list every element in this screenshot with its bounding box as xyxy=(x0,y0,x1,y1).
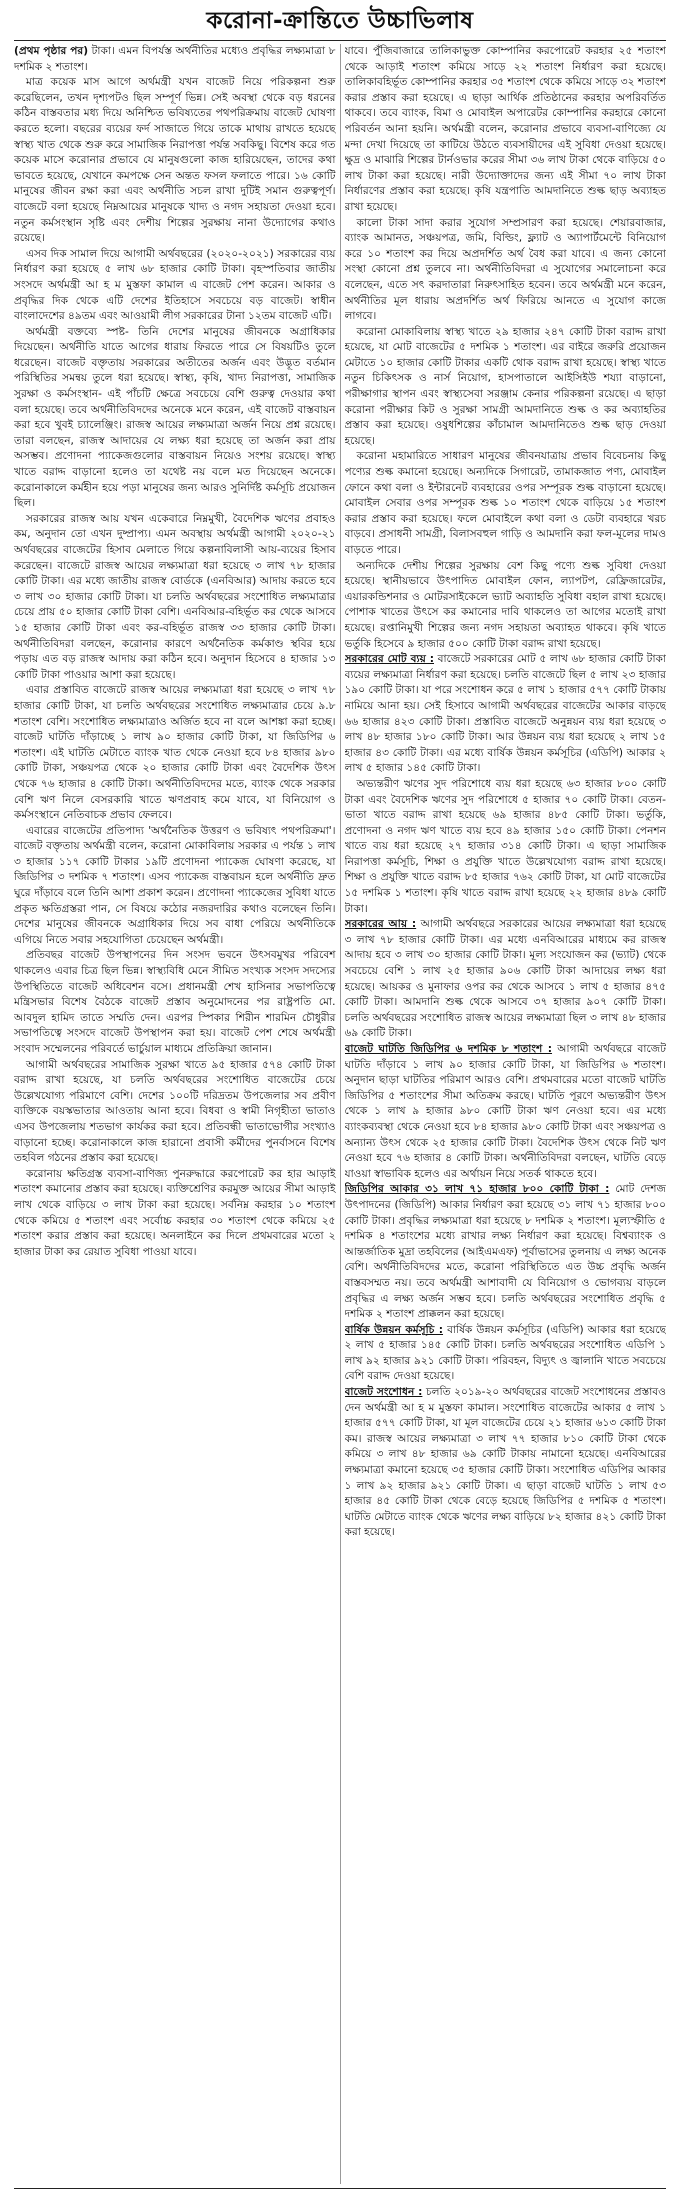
paragraph: এবার প্রস্তাবিত বাজেটে রাজস্ব আয়ের লক্ষ্যমাত্রা ধরা হয়েছে ৩ লাখ ৭৮ হাজার কোটি টাকা, যা চলতি অর্থবছরের সংশোধিত লক্ষ্যমাত্রার চেয়ে ৯.৮ শতাংশ বেশি। সংশোধিত লক্ষ্যমাত্রাও অর্জিত হবে না বলে আশঙ্কা করা হচ্ছে। বাজেট ঘাটতি দাঁড়াচ্ছে ১ লাখ ৯০ হাজার কোটি টাকা, যা জিডিপির ৬ শতাংশ। এই ঘাটতি মেটাতে ব্যাংক খাত থেকে নেওয়া হবে ৮৪ হাজার ৯৮০ কোটি টাকা, সঞ্চয়পত্র থেকে ২০ হাজার কোটি টাকা এবং বৈদেশিক উৎস থেকে ৭৬ হাজার ৪ কোটি টাকা। অর্থনীতিবিদদের মতে, ব্যাংক থেকে সরকার বেশি ঋণ নিলে বেসরকারি খাতে ঋণপ্রবাহ কমে যাবে, যা বিনিয়োগ ও কর্মসংস্থানে নেতিবাচক প্রভাব ফেলবে। xyxy=(14,684,336,822)
paragraph: অভ্যন্তরীণ ঋণের সুদ পরিশোধে ব্যয় ধরা হয়েছে ৬৩ হাজার ৮০০ কোটি টাকা এবং বৈদেশিক ঋণের সুদ পরিশোধে ৫ হাজার ৭০ কোটি টাকা। বেতন-ভাতা খাতে বরাদ্দ রাখা হয়েছে ৬৯ হাজার ৪৮৫ কোটি টাকা। ভর্তুকি, প্রণোদনা ও নগদ ঋণ খাতে ব্যয় হবে ৪৯ হাজার ১৫০ কোটি টাকা। পেনশন খাতে ব্যয় ধরা হয়েছে ২৭ হাজার ৩১৪ কোটি টাকা। এ ছাড়া সামাজিক নিরাপত্তা কর্মসূচি, শিক্ষা ও প্রযুক্তি খাতে উল্লেখযোগ্য বরাদ্দ রাখা হয়েছে। শিক্ষা ও প্রযুক্তি খাতে বরাদ্দ ৮৫ হাজার ৭৬২ কোটি টাকা, যা মোট বাজেটের ১৫ দশমিক ১ শতাংশ। কৃষি খাতে বরাদ্দ রাখা হয়েছে ২২ হাজার ৪৮৯ কোটি টাকা। xyxy=(344,777,666,915)
paragraph-text: মোট দেশজ উৎপাদনের (জিডিপি) আকার নির্ধারণ করা হয়েছে ৩১ লাখ ৭১ হাজার ৮০০ কোটি টাকা। প্রবৃদ্ধির লক্ষ্যমাত্রা ধরা হয়েছে ৮ দশমিক ২ শতাংশ। মূল্যস্ফীতি ৫ দশমিক ৪ শতাংশের মধ্যে রাখার লক্ষ্য নির্ধারণ করা হয়েছে। বিশ্বব্যাংক ও আন্তর্জাতিক মুদ্রা তহবিলের (আইএমএফ) পূর্বাভাসের তুলনায় এ লক্ষ্য অনেক বেশি। অর্থনীতিবিদদের মতে, করোনা পরিস্থিতিতে এত উচ্চ প্রবৃদ্ধি অর্জন বাস্তবসম্মত নয়। তবে অর্থমন্ত্রী আশাবাদী যে বিনিয়োগ ও ভোগব্যয় বাড়লে প্রবৃদ্ধির এ লক্ষ্য অর্জন সম্ভব হবে। চলতি অর্থবছরের সংশোধিত প্রবৃদ্ধি ৫ দশমিক ২ শতাংশ প্রাক্কলন করা হয়েছে। xyxy=(344,1183,666,1321)
paragraph: কালো টাকা সাদা করার সুযোগ সম্প্রসারণ করা হয়েছে। শেয়ারবাজার, ব্যাংক আমানত, সঞ্চয়পত্র, জমি, বিল্ডিং, ফ্ল্যাট ও অ্যাপার্টমেন্টে বিনিয়োগ করে ১০ শতাংশ কর দিয়ে অপ্রদর্শিত অর্থ বৈধ করা যাবে। এ জন্য কোনো সংস্থা কোনো প্রশ্ন তুলবে না। অর্থনীতিবিদরা এ সুযোগের সমালোচনা করে বলেছেন, এতে সৎ করদাতারা নিরুৎসাহিত হবেন। তবে অর্থমন্ত্রী মনে করেন, অর্থনীতির মূল ধারায় অপ্রদর্শিত অর্থ ফিরিয়ে আনতে এ সুযোগ কাজে লাগবে। xyxy=(344,216,666,323)
paragraph xyxy=(345,1323,667,1385)
paragraph: অর্থমন্ত্রী বক্তব্যে স্পষ্ট- তিনি দেশের মানুষের জীবনকে অগ্রাধিকার দিয়েছেন। অর্থনীতি যাতে আগের ধারায় ফিরতে পারে সে বিষয়টিও তুলে ধরেছেন। বাজেট বক্তৃতায় সরকারের অতীতের অর্জন এবং উদ্ভূত বর্তমান পরিস্থিতির সমন্বয় তুলে ধরা হয়েছে। স্বাস্থ্য, কৃষি, খাদ্য নিরাপত্তা, সামাজিক সুরক্ষা ও কর্মসংস্থান- এই পাঁচটি ক্ষেত্রে সবচেয়ে বেশি গুরুত্ব দেওয়ার কথা বলা হয়েছে। তবে অর্থনীতিবিদদের অনেকে মনে করেন, এই বাজেট বাস্তবায়ন করা হবে খুবই চ্যালেঞ্জিং। রাজস্ব আয়ের লক্ষ্যমাত্রা অর্জন নিয়ে প্রশ্ন রয়েছে। তারা বলছেন, রাজস্ব আদায়ের যে লক্ষ্য ধরা হয়েছে তা অর্জন করা প্রায় অসম্ভব। প্রণোদনা প্যাকেজগুলোর বাস্তবায়ন নিয়েও সংশয় রয়েছে। স্বাস্থ্য খাতে বরাদ্দ বাড়ানো হলেও তা যথেষ্ট নয় বলে মত দিয়েছেন অনেকে। করোনাকালে কর্মহীন হয়ে পড়া মানুষের জন্য আরও সুনির্দিষ্ট কর্মসূচি প্রয়োজন ছিল। xyxy=(14,325,336,510)
paragraph-text: আগামী অর্থবছরে বাজেট ঘাটতি দাঁড়াবে ১ লাখ ৯০ হাজার কোটি টাকা, যা জিডিপির ৬ শতাংশ। অনুদান ছাড়া ঘাটতির পরিমাণ আরও বেশি। প্রথমবারের মতো বাজেট ঘাটতি জিডিপির ৫ শতাংশের সীমা অতিক্রম করছে। ঘাটতি পূরণে অভ্যন্তরীণ উৎস থেকে ১ লাখ ৯ হাজার ৯৮০ কোটি টাকা ঋণ নেওয়া হবে। এর মধ্যে ব্যাংকব্যবস্থা থেকে নেওয়া হবে ৮৪ হাজার ৯৮০ কোটি টাকা এবং সঞ্চয়পত্র ও অন্যান্য উৎস থেকে ২৫ হাজার কোটি টাকা। বৈদেশিক উৎস থেকে নিট ঋণ নেওয়া হবে ৭৬ হাজার ৪ কোটি টাকা। অর্থনীতিবিদরা বলছেন, ঘাটতি বেড়ে যাওয়া স্বাভাবিক হলেও এর অর্থায়ন নিয়ে সতর্ক থাকতে হবে। xyxy=(344,1043,666,1180)
paragraph: করোনায় ক্ষতিগ্রস্ত ব্যবসা-বাণিজ্য পুনরুদ্ধারে করপোরেট কর হার আড়াই শতাংশ কমানোর প্রস্তাব করা হয়েছে। ব্যক্তিশ্রেণির করমুক্ত আয়ের সীমা আড়াই লাখ থেকে বাড়িয়ে ৩ লাখ টাকা করা হয়েছে। সর্বনিম্ন করহার ১০ শতাংশ থেকে কমিয়ে ৫ শতাংশ এবং সর্বোচ্চ করহার ৩০ শতাংশ থেকে কমিয়ে ২৫ শতাংশ করার প্রস্তাব করা হয়েছে। অনলাইনে কর দিলে প্রথমবারের মতো ২ হাজার টাকা কর রেয়াত সুবিধা পাওয়া যাবে। xyxy=(14,1167,336,1258)
paragraph: অন্যদিকে দেশীয় শিল্পের সুরক্ষায় বেশ কিছু পণ্যে শুল্ক সুবিধা দেওয়া হয়েছে। স্থানীয়ভাবে উৎপাদিত মোবাইল ফোন, ল্যাপটপ, রেফ্রিজারেটর, এয়ারকন্ডিশনার ও মোটরসাইকেলে ভ্যাট অব্যাহতি সুবিধা বহাল রাখা হয়েছে। পোশাক খাতের উৎসে কর কমানোর দাবি থাকলেও তা আগের মতোই রাখা হয়েছে। রপ্তানিমুখী শিল্পের জন্য নগদ সহায়তা অব্যাহত থাকবে। কৃষি খাতে ভর্তুকি হিসেবে ৯ হাজার ৫০০ কোটি টাকা বরাদ্দ রাখা হয়েছে। xyxy=(344,559,666,650)
paragraph xyxy=(14,44,336,75)
section-subhead: বাজেট ঘাটতি জিডিপির ৬ দশমিক ৮ শতাংশ : xyxy=(344,1043,553,1055)
right-column xyxy=(345,44,667,2184)
paragraph xyxy=(345,917,667,1042)
article-columns xyxy=(14,44,666,2184)
left-column xyxy=(14,44,336,2184)
paragraph: এবারের বাজেটের প্রতিপাদ্য 'অর্থনৈতিক উত্তরণ ও ভবিষ্যৎ পথপরিক্রমা'। বাজেট বক্তৃতায় অর্থমন্ত্রী বলেন, করোনা মোকাবিলায় সরকার এ পর্যন্ত ১ লাখ ৩ হাজার ১১৭ কোটি টাকার ১৯টি প্রণোদনা প্যাকেজ ঘোষণা করেছে, যা জিডিপির ৩ দশমিক ৭ শতাংশ। এসব প্যাকেজ বাস্তবায়ন হলে অর্থনীতি দ্রুত ঘুরে দাঁড়াবে বলে তিনি আশা প্রকাশ করেন। প্রণোদনা প্যাকেজের সুবিধা যাতে প্রকৃত ক্ষতিগ্রস্তরা পান, সে বিষয়ে কঠোর নজরদারির কথাও বলেছেন তিনি। দেশের মানুষের জীবনকে অগ্রাধিকার দিয়ে সব বাধা পেরিয়ে অর্থনীতিকে এগিয়ে নিতে সবার সহযোগিতা চেয়েছেন অর্থমন্ত্রী। xyxy=(14,824,336,946)
paragraph-text: বার্ষিক উন্নয়ন কর্মসূচির (এডিপি) আকার ধরা হয়েছে ২ লাখ ৫ হাজার ১৪৫ কোটি টাকা। চলতি অর্থবছরের সংশোধিত এডিপি ১ লাখ ৯২ হাজার ৯২১ কোটি টাকা। পরিবহন, বিদ্যুৎ ও জ্বালানি খাতে সবচেয়ে বেশি বরাদ্দ দেওয়া হয়েছে। xyxy=(344,1323,666,1383)
paragraph xyxy=(345,1385,667,1541)
paragraph: সরকারের রাজস্ব আয় যখন একেবারে নিম্নমুখী, বৈদেশিক ঋণের প্রবাহও কম, অনুদান তো এখন দুষ্প্রাপ্য। এমন অবস্থায় অর্থমন্ত্রী আগামী ২০২০-২১ অর্থবছরের বাজেটের হিসাব মেলাতে গিয়ে কল্পনাবিলাসী আয়-ব্যয়ের হিসাব করেছেন। বাজেটে রাজস্ব আয়ের লক্ষ্যমাত্রা ধরা হয়েছে ৩ লাখ ৭৮ হাজার কোটি টাকা। এর মধ্যে জাতীয় রাজস্ব বোর্ডকে (এনবিআর) আদায় করতে হবে ৩ লাখ ৩০ হাজার কোটি টাকা। যা চলতি অর্থবছরের সংশোধিত লক্ষ্যমাত্রার চেয়ে প্রায় ৫০ হাজার কোটি টাকা বেশি। এনবিআর-বহির্ভূত কর থেকে আসবে ১৫ হাজার কোটি টাকা এবং কর-বহির্ভূত রাজস্ব ৩৩ হাজার কোটি টাকা। অর্থনীতিবিদরা বলছেন, করোনার কারণে অর্থনৈতিক কর্মকাণ্ড স্থবির হয়ে পড়ায় এত বড় রাজস্ব আদায় করা কঠিন হবে। অনুদান হিসেবে ৪ হাজার ১৩ কোটি টাকা পাওয়ার আশা করা হয়েছে। xyxy=(14,512,336,681)
section-subhead: বাজেট সংশোধন : xyxy=(344,1386,423,1399)
section-subhead: জিডিপির আকার ৩১ লাখ ৭১ হাজার ৮০০ কোটি টাকা : xyxy=(344,1183,610,1196)
paragraph xyxy=(345,652,667,777)
paragraph: যাবে। পুঁজিবাজারে তালিকাভুক্ত কোম্পানির করপোরেট করহার ২৫ শতাংশ থেকে আড়াই শতাংশ কমিয়ে সাড়ে ২২ শতাংশ নির্ধারণ করা হয়েছে। তালিকাবহির্ভূত কোম্পানির করহার ৩৫ শতাংশ থেকে কমিয়ে সাড়ে ৩২ শতাংশ করার প্রস্তাব করা হয়েছে। এ ছাড়া আর্থিক প্রতিষ্ঠানের করহার অপরিবর্তিত থাকবে। তবে ব্যাংক, বিমা ও মোবাইল অপারেটর কোম্পানির করহারে কোনো পরিবর্তন আনা হয়নি। অর্থমন্ত্রী বলেন, করোনার প্রভাবে ব্যবসা-বাণিজ্যে যে মন্দা দেখা দিয়েছে তা কাটিয়ে উঠতে ব্যবসায়ীদের এই সুবিধা দেওয়া হয়েছে। ক্ষুদ্র ও মাঝারি শিল্পের টার্নওভার করের সীমা ৩৬ লাখ টাকা থেকে বাড়িয়ে ৫০ লাখ টাকা করা হয়েছে। নারী উদ্যোক্তাদের জন্য এই সীমা ৭০ লাখ টাকা নির্ধারণের প্রস্তাব করা হয়েছে। কৃষি যন্ত্রপাতি আমদানিতে শুল্ক ছাড় অব্যাহত রাখা হয়েছে। xyxy=(344,45,666,213)
paragraph: করোনা মোকাবিলায় স্বাস্থ্য খাতে ২৯ হাজার ২৪৭ কোটি টাকা বরাদ্দ রাখা হয়েছে, যা মোট বাজেটের ৫ দশমিক ১ শতাংশ। এর বাইরে জরুরি প্রয়োজন মেটাতে ১০ হাজার কোটি টাকার একটি থোক বরাদ্দ রাখা হয়েছে। স্বাস্থ্য খাতে নতুন চিকিৎসক ও নার্স নিয়োগ, হাসপাতালে আইসিইউ শয্যা বাড়ানো, পরীক্ষাগার স্থাপন এবং স্বাস্থ্যসেবা সরঞ্জাম কেনার পরিকল্পনা রয়েছে। এ ছাড়া করোনা পরীক্ষার কিট ও সুরক্ষা সামগ্রী আমদানিতে শুল্ক ও কর অব্যাহতির প্রস্তাব করা হয়েছে। ওষুধশিল্পের কাঁচামাল আমদানিতেও শুল্ক ছাড় দেওয়া হয়েছে। xyxy=(344,325,666,447)
continuation-kicker: (প্রথম পৃষ্ঠার পর) xyxy=(14,45,89,57)
section-subhead: সরকারের আয় : xyxy=(344,918,417,931)
paragraph: করোনা মহামারিতে সাধারণ মানুষের জীবনযাত্রায় প্রভাব বিবেচনায় কিছু পণ্যের শুল্ক কমানো হয়েছে। অন্যদিকে সিগারেট, তামাকজাত পণ্য, মোবাইল ফোনে কথা বলা ও ইন্টারনেট ব্যবহারের ওপর সম্পূরক শুল্ক বাড়ানো হয়েছে। মোবাইল সেবার ওপর সম্পূরক শুল্ক ১০ শতাংশ থেকে বাড়িয়ে ১৫ শতাংশ করার প্রস্তাব করা হয়েছে। ফলে মোবাইলে কথা বলা ও ডেটা ব্যবহারে খরচ বাড়বে। প্রসাধনী সামগ্রী, বিলাসবহুল গাড়ি ও আমদানি করা ফল-মূলের দামও বাড়তে পারে। xyxy=(344,450,666,556)
paragraph-text: আগামী অর্থবছরে সরকারের আয়ের লক্ষ্যমাত্রা ধরা হয়েছে ৩ লাখ ৭৮ হাজার কোটি টাকা। এর মধ্যে এনবিআরের মাধ্যমে কর রাজস্ব আদায় হবে ৩ লাখ ৩০ হাজার কোটি টাকা। মূল্য সংযোজন কর (ভ্যাট) থেকে সবচেয়ে বেশি ১ লাখ ২৫ হাজার ৯০৬ কোটি টাকা আদায়ের লক্ষ্য ধরা হয়েছে। আয়কর ও মুনাফার ওপর কর থেকে আসবে ১ লাখ ৫ হাজার ৪৭৫ কোটি টাকা। আমদানি শুল্ক থেকে আসবে ৩৭ হাজার ৯০৭ কোটি টাকা। চলতি অর্থবছরের সংশোধিত রাজস্ব আয়ের লক্ষ্যমাত্রা ছিল ৩ লাখ ৪৮ হাজার ৬৯ কোটি টাকা। xyxy=(344,918,666,1040)
paragraph xyxy=(345,1042,667,1182)
paragraph: মাত্র কয়েক মাস আগে অর্থমন্ত্রী যখন বাজেট নিয়ে পরিকল্পনা শুরু করেছিলেন, তখন দৃশ্যপটও ছিল সম্পূর্ণ ভিন্ন। সেই অবস্থা থেকে বড় ধরনের কঠিন বাস্তবতার মধ্য দিয়ে অনিশ্চিত ভবিষ্যতের পথপরিক্রমায় বাজেট ঘোষণা করতে হলো। বছরের ব্যয়ের ফর্দ সাজাতে গিয়ে তাকে মাথায় রাখতে হয়েছে স্বাস্থ্য খাত থেকে শুরু করে সামাজিক নিরাপত্তা পর্যন্ত সবকিছু। বিশেষ করে গত কয়েক মাসে করোনার প্রভাবে যে মানুষগুলো কাজ হারিয়েছেন, তাদের কথা ভাবতে হয়েছে, যেখানে কমপক্ষে সেন অন্তত ফসল ফলাতে পারে। ১৬ কোটি মানুষের জীবন রক্ষা করা এবং অর্থনীতি সচল রাখা দুটিই সমান গুরুত্বপূর্ণ। বাজেটে বলা হয়েছে নিম্নআয়ের মানুষকে খাদ্য ও নগদ সহায়তা দেওয়া হবে। নতুন কর্মসংস্থান সৃষ্টি এবং দেশীয় শিল্পের সুরক্ষায় নানা উদ্যোগের কথাও রয়েছে। xyxy=(14,76,336,245)
column-divider xyxy=(340,44,341,2184)
paragraph: প্রতিবছর বাজেট উপস্থাপনের দিন সংসদ ভবনে উৎসবমুখর পরিবেশ থাকলেও এবার চিত্র ছিল ভিন্ন। স্বাস্থ্যবিধি মেনে সীমিত সংখ্যক সংসদ সদস্যের উপস্থিতিতে বাজেট অধিবেশন বসে। প্রধানমন্ত্রী শেখ হাসিনার সভাপতিত্বে মন্ত্রিসভার বিশেষ বৈঠকে বাজেট প্রস্তাব অনুমোদনের পর রাষ্ট্রপতি মো. আবদুল হামিদ তাতে সম্মতি দেন। এরপর স্পিকার শিরীন শারমিন চৌধুরীর সভাপতিত্বে সংসদে বাজেট উপস্থাপন করা হয়। বাজেট পেশ শেষে অর্থমন্ত্রী সংবাদ সম্মেলনের পরিবর্তে ভার্চুয়াল মাধ্যমে প্রতিক্রিয়া জানান। xyxy=(14,949,336,1055)
paragraph xyxy=(345,1182,667,1322)
section-subhead: বার্ষিক উন্নয়ন কর্মসূচি : xyxy=(344,1323,444,1336)
page-headline: করোনা-ক্রান্তিতে উচ্চাভিলাষ xyxy=(206,8,474,34)
paragraph-text: টাকা। এমন বিপর্যস্ত অর্থনীতির মধ্যেও প্রবৃদ্ধির লক্ষ্যমাত্রা ৮ দশমিক ২ শতাংশ। xyxy=(14,45,336,73)
headline-rule xyxy=(14,40,666,41)
paragraph: এসব দিক সামাল দিয়ে আগামী অর্থবছরের (২০২০-২০২১) সরকারের ব্যয় নির্ধারণ করা হয়েছে ৫ লাখ ৬৮ হাজার কোটি টাকা। বৃহস্পতিবার জাতীয় সংসদে অর্থমন্ত্রী আ হ ম মুস্তফা কামাল এ বাজেট পেশ করেন। আকার ও প্রবৃদ্ধির দিক থেকে এটি দেশের ইতিহাসে সবচেয়ে বড় বাজেট। স্বাধীন বাংলাদেশের ৪৯তম এবং আওয়ামী লীগ সরকারের টানা ১২তম বাজেট এটি। xyxy=(14,247,336,323)
paragraph: আগামী অর্থবছরের সামাজিক সুরক্ষা খাতে ৯৫ হাজার ৫৭৪ কোটি টাকা বরাদ্দ রাখা হয়েছে, যা চলতি অর্থবছরের সংশোধিত বাজেটের চেয়ে উল্লেখযোগ্য পরিমাণে বেশি। দেশের ১০০টি দরিদ্রতম উপজেলার সব প্রবীণ ব্যক্তিকে বয়স্কভাতার আওতায় আনা হবে। বিধবা ও স্বামী নিগৃহীতা ভাতাও এসব উপজেলায় শতভাগ কার্যকর করা হবে। প্রতিবন্ধী ভাতাভোগীর সংখ্যাও বাড়ানো হচ্ছে। করোনাকালে কাজ হারানো প্রবাসী কর্মীদের পুনর্বাসনে বিশেষ তহবিল গঠনের প্রস্তাব করা হয়েছে। xyxy=(14,1058,336,1165)
paragraph-text: চলতি ২০১৯-২০ অর্থবছরের বাজেট সংশোধনের প্রস্তাবও দেন অর্থমন্ত্রী আ হ ম মুস্তফা কামাল। সংশোধিত বাজেটের আকার ৫ লাখ ১ হাজার ৫৭৭ কোটি টাকা, যা মূল বাজেটের চেয়ে ২১ হাজার ৬১৩ কোটি টাকা কম। রাজস্ব আয়ের লক্ষ্যমাত্রা ৩ লাখ ৭৭ হাজার ৮১০ কোটি টাকা থেকে কমিয়ে ৩ লাখ ৪৮ হাজার ৬৯ কোটি টাকায় নামানো হয়েছে। এনবিআরের লক্ষ্যমাত্রা কমানো হয়েছে ৩৫ হাজার কোটি টাকা। সংশোধিত এডিপির আকার ১ লাখ ৯২ হাজার ৯২১ কোটি টাকা। এ ছাড়া বাজেট ঘাটতি ১ লাখ ৫৩ হাজার ৪৫ কোটি টাকা থেকে বেড়ে হয়েছে জিডিপির ৫ দশমিক ৫ শতাংশ। ঘাটতি মেটাতে ব্যাংক থেকে ঋণের লক্ষ্য বাড়িয়ে ৮২ হাজার ৪২১ কোটি টাকা করা হয়েছে। xyxy=(344,1386,666,1539)
paragraph-text: বাজেটে সরকারের মোট ৫ লাখ ৬৮ হাজার কোটি টাকা ব্যয়ের লক্ষ্যমাত্রা নির্ধারণ করা হয়েছে। চলতি বাজেটে ছিল ৫ লাখ ২৩ হাজার ১৯০ কোটি টাকা। যা পরে সংশোধন করে ৫ লাখ ১ হাজার ৫৭৭ কোটি টাকায় নামিয়ে আনা হয়। সেই হিসাবে আগামী অর্থবছরের বাজেটের আকার বাড়ছে ৬৬ হাজার ৪২৩ কোটি টাকা। প্রস্তাবিত বাজেটে অনুন্নয়ন ব্যয় ধরা হয়েছে ৩ লাখ ৪৮ হাজার ১৮০ কোটি টাকা। আর উন্নয়ন ব্যয় ধরা হয়েছে ২ লাখ ১৫ হাজার ৪৩ কোটি টাকা। এর মধ্যে বার্ষিক উন্নয়ন কর্মসূচির (এডিপি) আকার ২ লাখ ৫ হাজার ১৪৫ কোটি টাকা। xyxy=(344,653,666,775)
bottom-rule xyxy=(14,2188,666,2189)
section-subhead: সরকারের মোট ব্যয় : xyxy=(344,653,434,666)
